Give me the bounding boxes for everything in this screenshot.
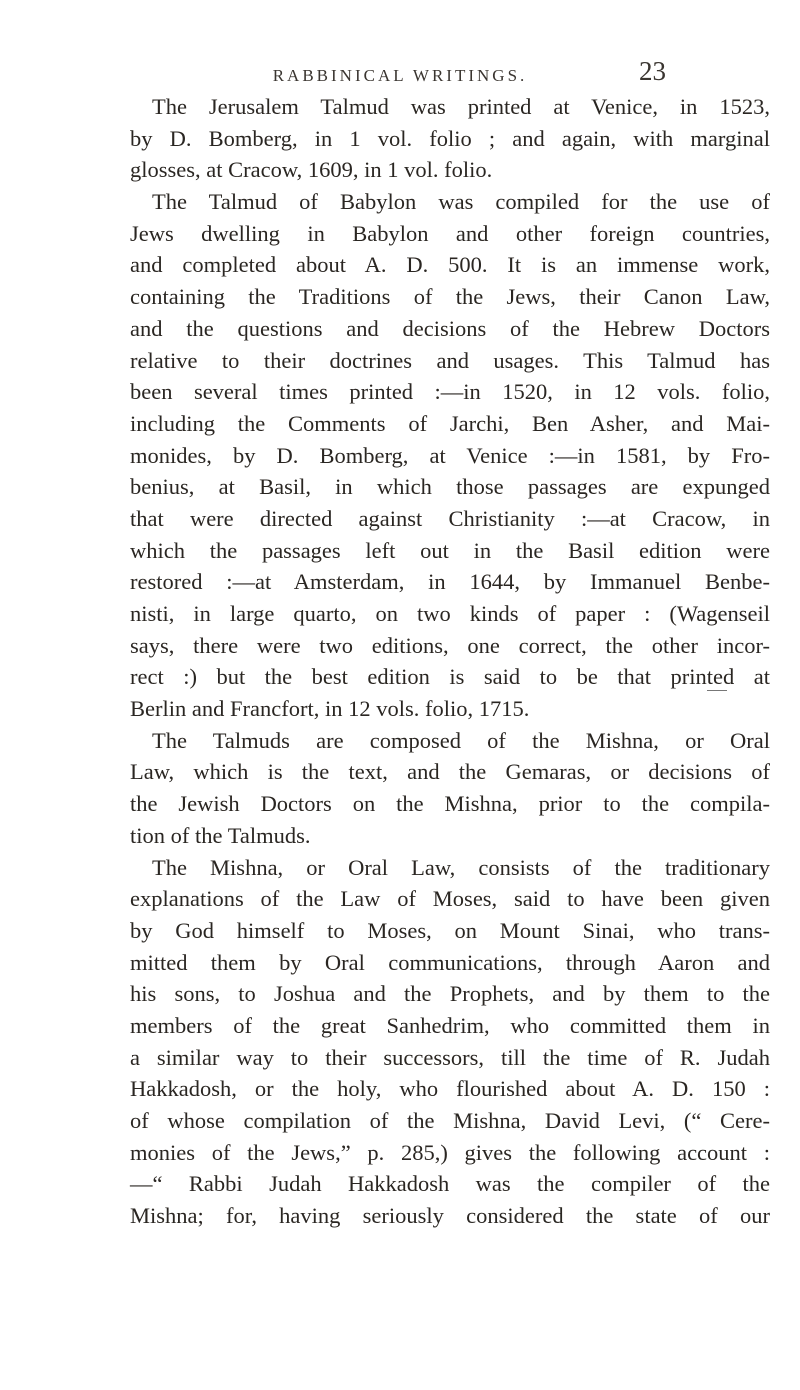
text-line: and completed about A. D. 500. It is an immense work, bbox=[130, 252, 770, 278]
text-line: The Talmuds are composed of the Mishna, or Oral bbox=[152, 727, 770, 753]
text-line: monides, by D. Bomberg, at Venice :—in 1581, by Fro- bbox=[130, 442, 770, 468]
text-line: glosses, at Cracow, 1609, in 1 vol. folio. bbox=[130, 157, 493, 183]
text-line: The Jerusalem Talmud was printed at Venice, in 1523, bbox=[152, 94, 770, 119]
running-title: RABBINICAL WRITINGS. bbox=[272, 66, 528, 85]
text-line: The Mishna, or Oral Law, consists of the traditionary bbox=[152, 854, 770, 880]
text-line: members of the great Sanhedrim, who committed them in bbox=[130, 1012, 770, 1038]
text-line: by God himself to Moses, on Mount Sinai, who trans- bbox=[130, 917, 770, 943]
text-line: been several times printed :—in 1520, in 12 vols. folio, bbox=[130, 379, 770, 405]
body-text bbox=[130, 91, 770, 1232]
text-line: rect :) but the best edition is said to be that printed at bbox=[130, 664, 770, 690]
text-line: by D. Bomberg, in 1 vol. folio ; and again, with marginal bbox=[130, 125, 770, 151]
text-line: his sons, to Joshua and the Prophets, and by them to the bbox=[130, 981, 770, 1007]
text-line: Hakkadosh, or the holy, who flourished about A. D. 150 : bbox=[130, 1076, 770, 1102]
text-line: Law, which is the text, and the Gemaras, or decisions of bbox=[130, 759, 770, 785]
text-line: that were directed against Christianity :—at Cracow, in bbox=[130, 505, 770, 531]
text-line: restored :—at Amsterdam, in 1644, by Immanuel Benbe- bbox=[130, 569, 770, 595]
text-line: The Talmud of Babylon was compiled for the use of bbox=[152, 189, 770, 215]
text-line: Mishna; for, having seriously considered the state of our bbox=[130, 1203, 770, 1229]
text-line: benius, at Basil, in which those passages are expunged bbox=[130, 474, 770, 500]
text-line: the Jewish Doctors on the Mishna, prior to the compila- bbox=[130, 791, 770, 817]
page-number: 23 bbox=[639, 56, 666, 86]
text-line: Berlin and Francfort, in 12 vols. folio, 1715. bbox=[130, 696, 530, 722]
text-line: explanations of the Law of Moses, said to have been given bbox=[130, 886, 770, 912]
text-line: a similar way to their successors, till the time of R. Judah bbox=[130, 1044, 770, 1070]
text-line: tion of the Talmuds. bbox=[130, 822, 311, 848]
margin-mark bbox=[707, 690, 727, 691]
text-line: monies of the Jews,” p. 285,) gives the following account : bbox=[130, 1139, 770, 1165]
text-line: which the passages left out in the Basil edition were bbox=[130, 537, 770, 563]
text-line: and the questions and decisions of the Hebrew Doctors bbox=[130, 315, 770, 341]
text-line: says, there were two editions, one correct, the other incor- bbox=[130, 632, 770, 658]
text-line: nisti, in large quarto, on two kinds of paper : (Wagenseil bbox=[130, 601, 770, 626]
text-line: of whose compilation of the Mishna, David Levi, (“ Cere- bbox=[130, 1108, 770, 1133]
text-line: mitted them by Oral communications, through Aaron and bbox=[130, 949, 770, 975]
text-line: relative to their doctrines and usages. This Talmud has bbox=[130, 347, 770, 373]
text-line: —“ Rabbi Judah Hakkadosh was the compiler of the bbox=[130, 1171, 770, 1197]
text-line: Jews dwelling in Babylon and other foreign countries, bbox=[130, 220, 770, 246]
text-line: including the Comments of Jarchi, Ben Asher, and Mai- bbox=[130, 410, 770, 436]
text-line: containing the Traditions of the Jews, their Canon Law, bbox=[130, 284, 770, 310]
